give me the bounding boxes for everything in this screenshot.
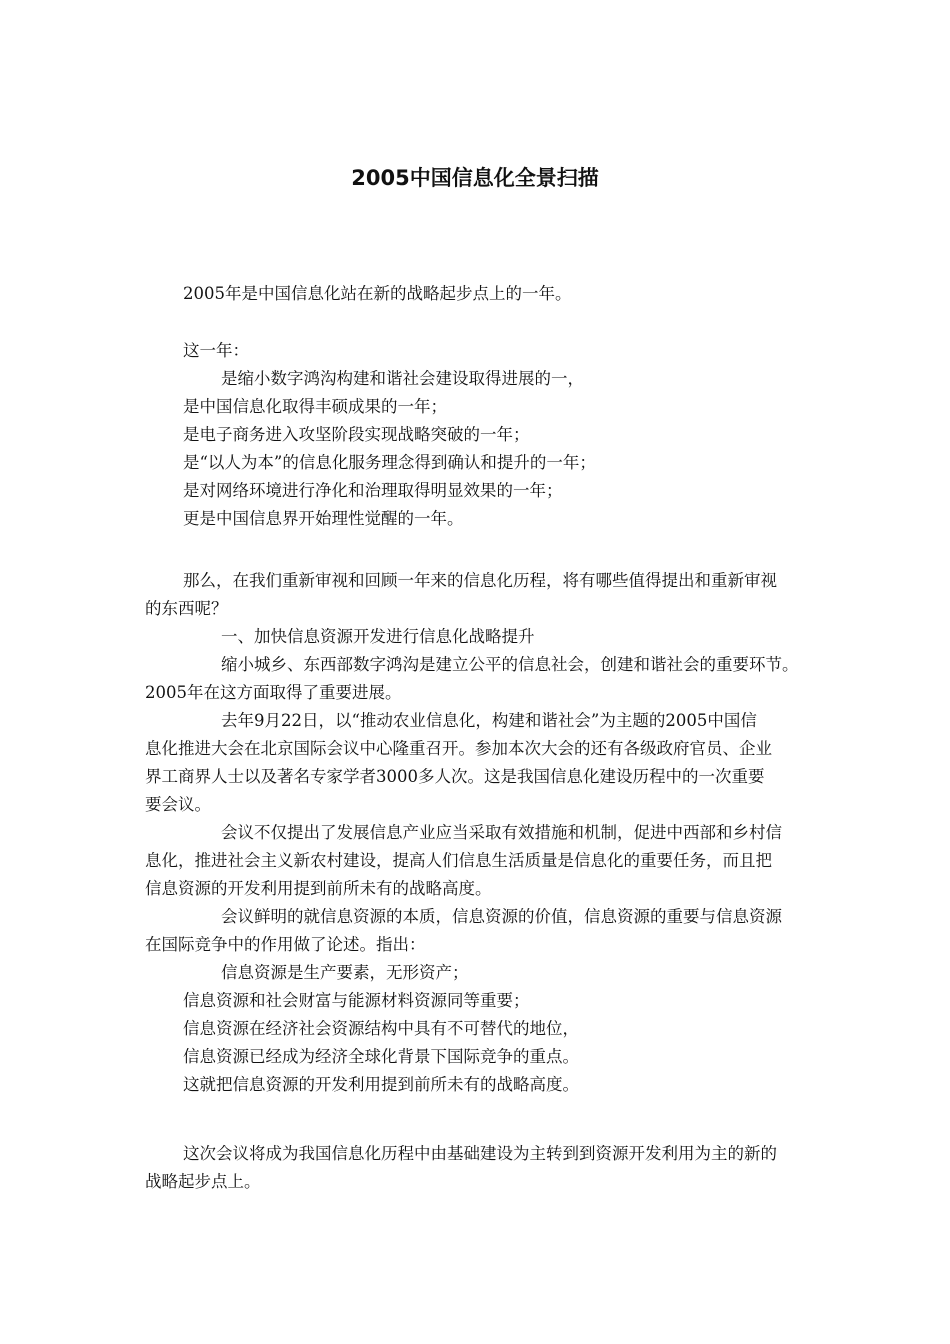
section-heading: 一、加快信息资源开发进行信息化战略提升 (221, 627, 535, 646)
text-line: 在国际竞争中的作用做了论述。指出： (145, 935, 426, 954)
text-line: 息化推进大会在北京国际会议中心隆重召开。参加本次大会的还有各级政府官员、企业 (145, 739, 772, 758)
text-line: 是对网络环境进行净化和治理取得明显效果的一年； (183, 481, 563, 500)
text-line: 更是中国信息界开始理性觉醒的一年。 (183, 509, 464, 528)
text-line: 是缩小数字鸿沟构建和谐社会建设取得进展的一， (221, 369, 584, 388)
text-line: 这就把信息资源的开发利用提到前所未有的战略高度。 (183, 1075, 579, 1094)
text-line: 会议不仅提出了发展信息产业应当采取有效措施和机制，促进中西部和乡村信 (221, 823, 782, 842)
text-line: 的东西呢？ (145, 599, 228, 618)
text-line: 是电子商务进入攻坚阶段实现战略突破的一年； (183, 425, 530, 444)
main-body-block (145, 567, 873, 1099)
text-line: 这一年： (183, 341, 249, 360)
text-line: 2005年是中国信息化站在新的战略起步点上的一年。 (183, 284, 572, 303)
text-line: 2005年在这方面取得了重要进展。 (145, 683, 402, 702)
text-line: 界工商界人士以及著名专家学者3000多人次。这是我国信息化建设历程中的一次重要 (145, 767, 765, 786)
this-year-block (145, 337, 873, 533)
text-line: 战略起步点上。 (145, 1172, 261, 1191)
text-line: 是中国信息化取得丰硕成果的一年； (183, 397, 447, 416)
text-line: 那么，在我们重新审视和回顾一年来的信息化历程，将有哪些值得提出和重新审视 (183, 571, 777, 590)
closing-block (145, 1140, 873, 1196)
text-line: 信息资源是生产要素，无形资产； (221, 963, 469, 982)
document-title: 2005中国信息化全景扫描 (351, 166, 599, 190)
text-line: 会议鲜明的就信息资源的本质，信息资源的价值，信息资源的重要与信息资源 (221, 907, 782, 926)
text-line: 信息资源和社会财富与能源材料资源同等重要； (183, 991, 530, 1010)
text-line: 是“以人为本”的信息化服务理念得到确认和提升的一年； (183, 453, 596, 472)
text-line: 要会议。 (145, 795, 211, 814)
text-line: 信息资源的开发利用提到前所未有的战略高度。 (145, 879, 492, 898)
text-line: 息化，推进社会主义新农村建设，提高人们信息生活质量是信息化的重要任务，而且把 (145, 851, 772, 870)
text-line: 这次会议将成为我国信息化历程中由基础建设为主转到到资源开发利用为主的新的 (183, 1144, 777, 1163)
text-line: 去年9月22日，以“推动农业信息化，构建和谐社会”为主题的2005中国信 (221, 711, 757, 730)
intro-block (145, 280, 873, 308)
text-line: 信息资源在经济社会资源结构中具有不可替代的地位， (183, 1019, 579, 1038)
text-line: 信息资源已经成为经济全球化背景下国际竞争的重点。 (183, 1047, 579, 1066)
text-line: 缩小城乡、东西部数字鸿沟是建立公平的信息社会，创建和谐社会的重要环节。 (221, 655, 799, 674)
